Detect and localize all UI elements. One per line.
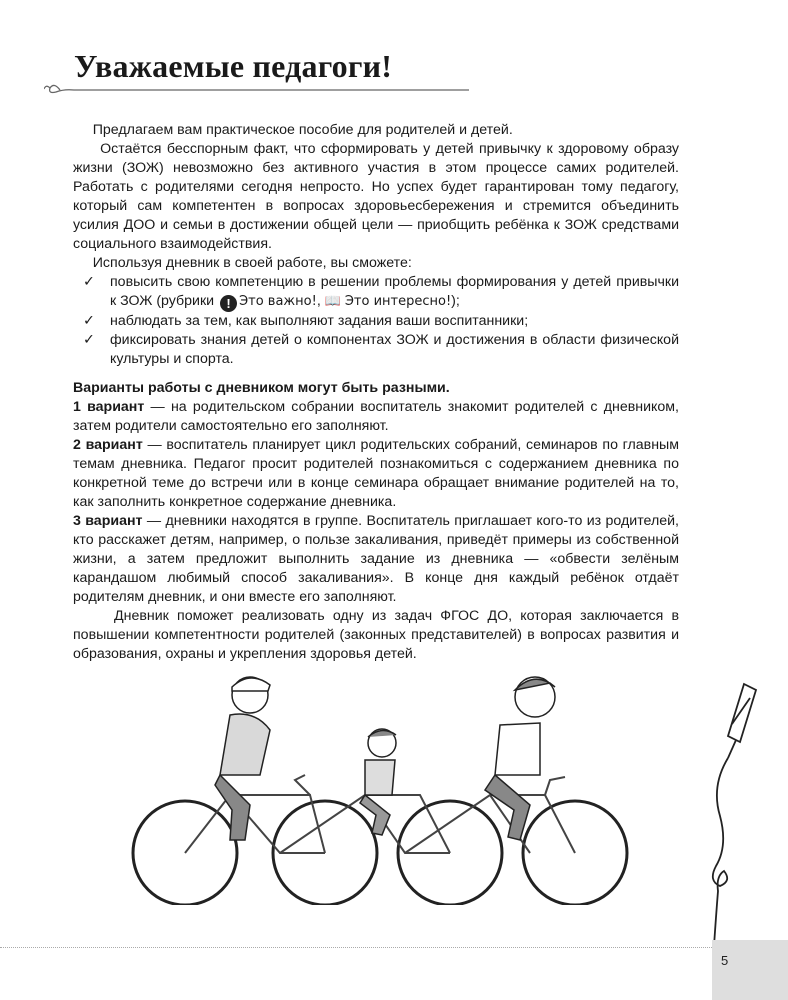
check-icon: ✓: [83, 313, 95, 329]
rubric-important: Это важно!: [239, 294, 317, 309]
pen-doodle-decoration: [706, 676, 766, 946]
variant-3-label: 3 вариант: [73, 513, 143, 529]
variant-3-paragraph: 3 вариант — дневники находятся в группе. Воспитатель приглашает кого-то из родителей, кто расскажет детям, например, о пользе закаливания, приведёт примеры из собственной жизни, а затем предложит выполнить задание из дневника — «обвести зелёным карандашом любимый способ закаливания». В конце дня каждый ребёнок отдаёт родителям дневник, и они вместе его заполняют.: [73, 513, 679, 605]
list-item: ✓ фиксировать знания детей о компонентах ЗОЖ и достижения в области физической культуры и спорта.: [83, 332, 679, 367]
title-underline-decoration: [44, 80, 474, 100]
closing-paragraph: Дневник поможет реализовать одну из задач ФГОС ДО, которая заключается в повышении компетентности родителей (законных представителей) в вопросах развития и образования, охраны и укрепления здоровья детей.: [73, 608, 679, 662]
family-tandem-bicycle-illustration: [120, 665, 640, 905]
page-number: 5: [721, 953, 729, 968]
variant-2-paragraph: 2 вариант — воспитатель планирует цикл родительских собраний, семинаров по главным темам дневника. Педагог просит родителей познакомиться с содержанием дневника по конкретной теме до встречи или в конце семинара обращает внимание родителей на то, как заполнить конкретное содержание дневника.: [73, 437, 679, 510]
book-icon: 📖: [324, 294, 341, 309]
intro-section: [73, 121, 679, 369]
exclamation-icon: !: [220, 295, 237, 312]
page-title: Уважаемые педагоги!: [74, 48, 393, 84]
list-item: ✓ наблюдать за тем, как выполняют задания ваши воспитанники;: [83, 313, 529, 329]
variant-1-label: 1 вариант: [73, 399, 145, 415]
check-icon: ✓: [83, 332, 95, 348]
rubric-interesting: Это интересно!: [344, 294, 452, 309]
intro-paragraph-2: Остаётся бесспорным факт, что сформировать у детей привычку к здоровому образу жизни (ЗОЖ) невозможно без активного участия в этом процессе самих родителей. Работать с родителями сегодня непросто. Но успех будет гарантирован тому педагогу, который сам компетентен в вопросах здоровьесбережения и стремится объединить усилия ДОО и семьи в достижении общей цели — приобщить ребёнка к ЗОЖ средствами социального взаимодействия.: [73, 141, 680, 252]
check-icon: ✓: [83, 274, 95, 290]
variant-1-paragraph: 1 вариант — на родительском собрании воспитатель знакомит родителей с дневником, затем родители самостоятельно его заполняют.: [73, 399, 679, 434]
list-item: ✓ повысить свою компетенцию в решении проблемы формирования у детей привычки к ЗОЖ (рубрики ! Это важно!, 📖 Это интересно!);: [83, 274, 679, 311]
footer-divider: [0, 947, 712, 948]
variant-2-label: 2 вариант: [73, 437, 143, 453]
variants-heading: Варианты работы с дневником могут быть разными.: [73, 380, 450, 396]
intro-paragraph-1: Предлагаем вам практическое пособие для родителей и детей.: [92, 122, 513, 138]
variants-section: [73, 379, 679, 664]
benefits-list: [73, 273, 679, 369]
page-number-box: [712, 940, 788, 1000]
intro-paragraph-3: Используя дневник в своей работе, вы сможете:: [92, 255, 412, 271]
